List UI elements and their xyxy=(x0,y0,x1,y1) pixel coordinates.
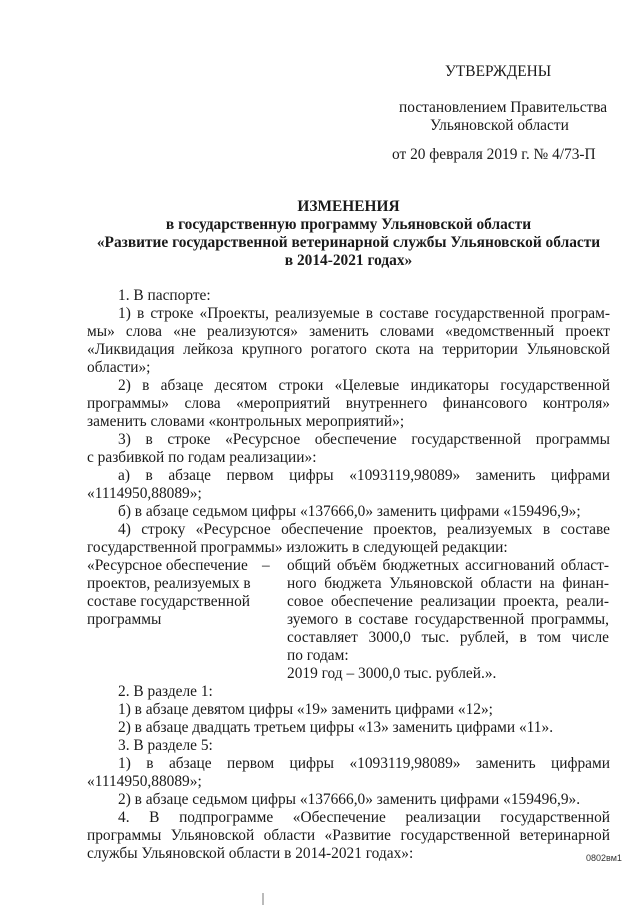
resource-row-text: составляет 3000,0 тыс. рублей, в том числе xyxy=(287,629,609,646)
resource-row-text: общий объём бюджетных ассигнований област- xyxy=(287,557,609,574)
paragraph-line: программы» слова «мероприятий внутреннего финансового контроля» xyxy=(87,395,610,412)
resource-row-label: программы xyxy=(87,611,162,628)
paragraph-line: «1114950,88089»; xyxy=(87,773,202,790)
footer-code: 0802вм1 xyxy=(586,853,622,863)
resource-row-text: зуемого в составе государственной программы, xyxy=(287,611,609,628)
paragraph-line: 3) в строке «Ресурсное обеспечение государственной программы xyxy=(118,431,610,448)
paragraph-line: мы» слова «не реализуются» заменить словами «ведомственный проект xyxy=(87,323,610,340)
paragraph-line: а) в абзаце первом цифры «1093119,98089» заменить цифрами xyxy=(118,467,610,484)
paragraph-line: программы Ульяновской области «Развитие государственной ветеринарной xyxy=(87,827,610,844)
paragraph-line: 4. В подпрограмме «Обеспечение реализации государственной xyxy=(118,809,610,826)
paragraph-line: 2) в абзаце седьмом цифры «137666,0» заменить цифрами «159496,9». xyxy=(118,791,581,808)
paragraph-line: области»; xyxy=(87,359,151,376)
paragraph-line: с разбивкой по годам реализации»: xyxy=(87,449,317,466)
paragraph-line: 1) в строке «Проекты, реализуемые в составе государственной програм- xyxy=(118,305,610,322)
approval-line-2: Ульяновской области xyxy=(430,117,569,134)
paragraph-line: 1) в абзаце девятом цифры «19» заменить цифрами «12»; xyxy=(118,701,493,718)
paragraph-line: 2) в абзаце десятом строки «Целевые индикаторы государственной xyxy=(118,377,610,394)
doc-title: ИЗМЕНЕНИЯ xyxy=(297,198,400,215)
paragraph-line: службы Ульяновской области в 2014-2021 годах»: xyxy=(87,845,414,862)
resource-row-label: составе государственной xyxy=(87,593,251,610)
section-1-heading: 1. В паспорте: xyxy=(118,287,211,304)
approval-line-1: постановлением Правительства xyxy=(399,99,608,116)
doc-subtitle-3: в 2014-2021 годах» xyxy=(284,252,413,269)
doc-subtitle-2: «Развитие государственной ветеринарной службы Ульяновской области xyxy=(96,234,601,251)
approval-date: от 20 февраля 2019 г. № 4/73-П xyxy=(392,146,596,163)
resource-row-label: проектов, реализуемых в xyxy=(87,575,251,592)
paragraph-line: 4) строку «Ресурсное обеспечение проектов, реализуемых в составе xyxy=(118,521,610,538)
resource-row-text: ного бюджета Ульяновской области на финан- xyxy=(287,575,609,592)
resource-row-text: по годам: xyxy=(287,647,349,664)
row-dash: – xyxy=(262,557,270,574)
paragraph-line: «Ликвидация лейкоза крупного рогатого скота на территории Ульяновской xyxy=(87,341,610,358)
doc-subtitle-1: в государственную программу Ульяновской области xyxy=(165,216,532,233)
paragraph-line: заменить словами «контрольных мероприятий»; xyxy=(87,413,405,430)
paragraph-line: государственной программы» изложить в следующей редакции: xyxy=(87,539,508,556)
paragraph-line: 1) в абзаце первом цифры «1093119,98089» заменить цифрами xyxy=(118,755,610,772)
resource-row-text: совое обеспечение реализации проекта, реали- xyxy=(287,593,609,610)
approval-title: УТВЕРЖДЕНЫ xyxy=(445,63,552,80)
resource-row-text: 2019 год – 3000,0 тыс. рублей.». xyxy=(287,665,497,682)
resource-row-label: «Ресурсное обеспечение xyxy=(87,557,248,574)
paragraph-line: 2) в абзаце двадцать третьем цифры «13» заменить цифрами «11». xyxy=(118,719,554,736)
paragraph-line: б) в абзаце седьмом цифры «137666,0» заменить цифрами «159496,9»; xyxy=(118,503,581,520)
paragraph-line: «1114950,88089»; xyxy=(87,485,202,502)
scan-mark xyxy=(262,893,264,905)
section-3-heading: 3. В разделе 5: xyxy=(118,737,213,754)
section-2-heading: 2. В разделе 1: xyxy=(118,683,213,700)
